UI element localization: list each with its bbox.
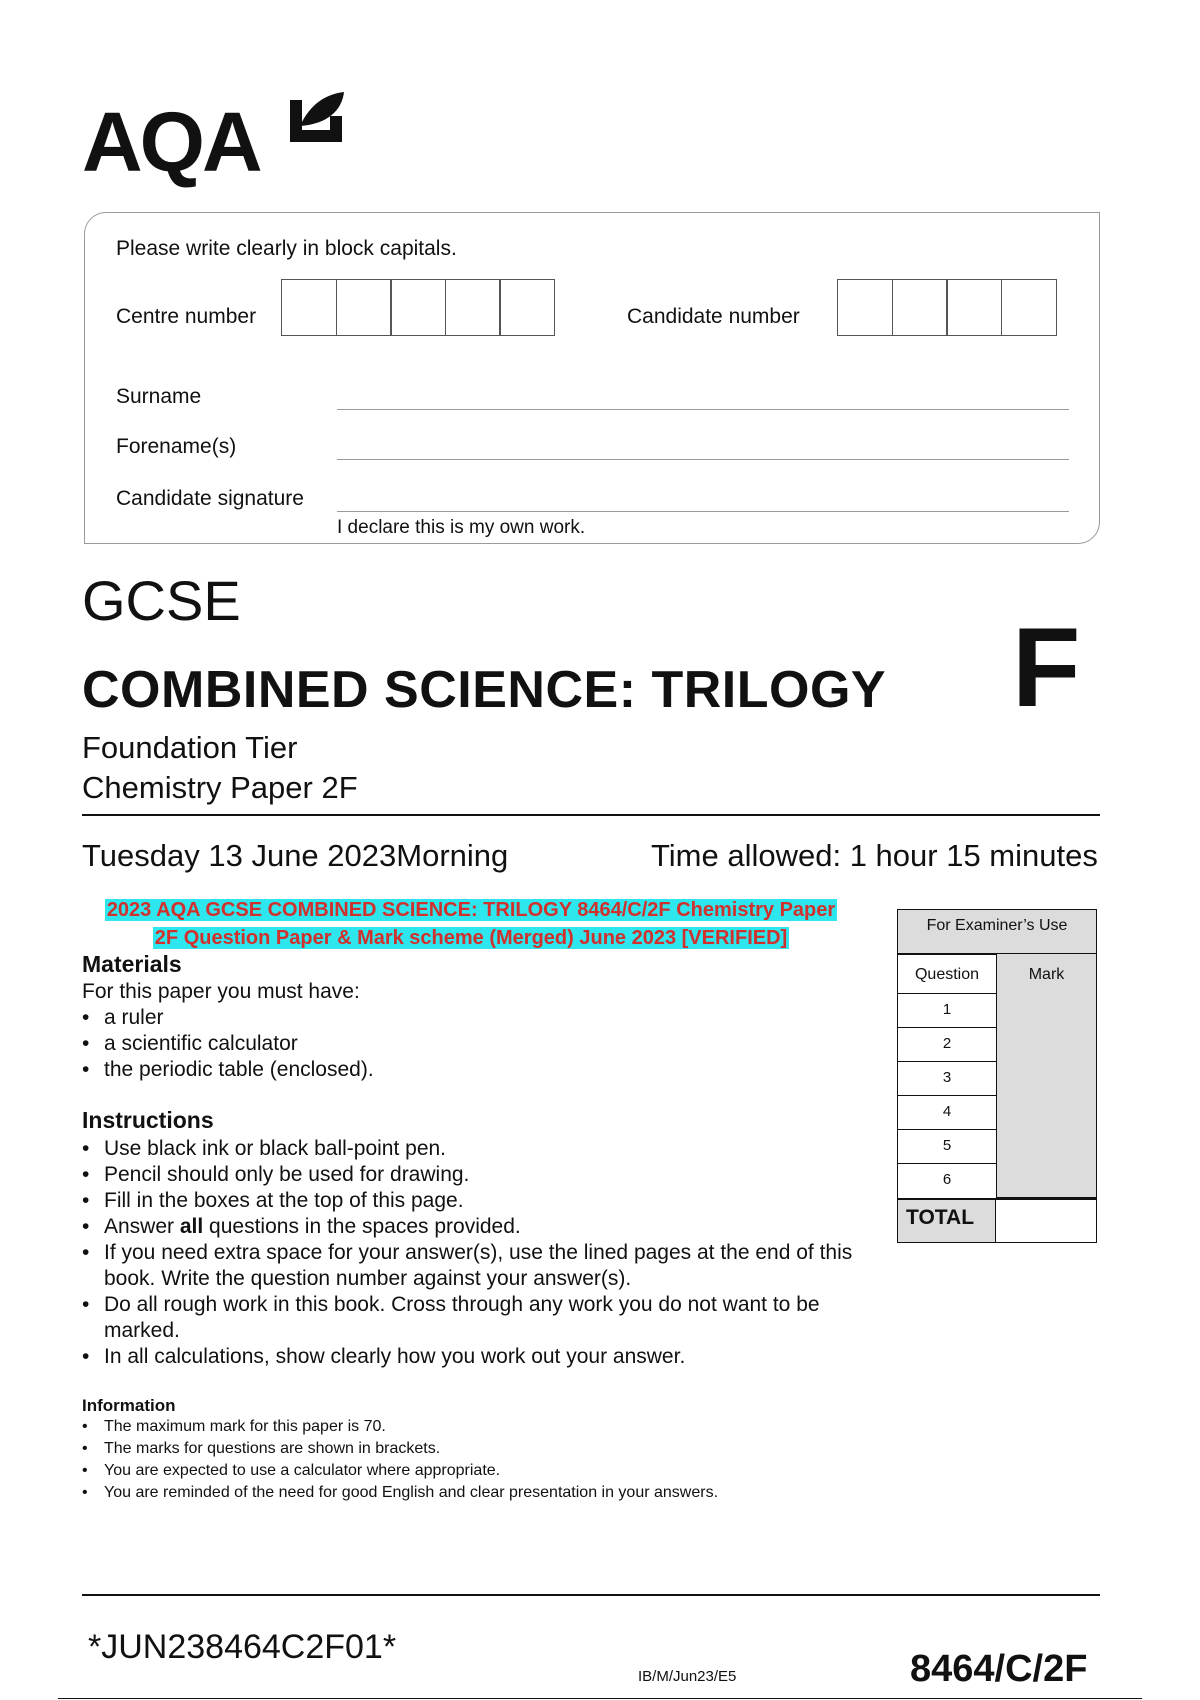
total-row [897,1198,1097,1243]
information-section [82,1396,902,1504]
signature-line[interactable] [337,511,1069,512]
list-item: • a ruler [82,1005,882,1031]
information-list [82,1416,902,1504]
forename-label: Forename(s) [116,435,237,458]
surname-line[interactable] [337,409,1069,410]
list-item: • a scientific calculator [82,1031,882,1057]
materials-section [82,951,882,1083]
list-item [82,1240,872,1292]
question-row: 2 [898,1028,996,1062]
examiner-table-body [897,954,1097,1198]
qualification-title: GCSE [82,569,241,632]
list-item [82,1136,872,1162]
aqa-logo [82,86,352,189]
surname-label: Surname [116,385,202,408]
highlight-banner [104,897,838,953]
question-row: 5 [898,1130,996,1164]
centre-digit-box[interactable] [499,279,555,336]
footer-divider [82,1594,1100,1596]
tier-text: Foundation Tier [82,730,298,765]
materials-list [82,1005,882,1083]
list-item: • The maximum mark for this paper is 70. [82,1416,902,1438]
materials-heading: Materials [82,951,182,977]
time-allowed: Time allowed: 1 hour 15 minutes [651,838,1098,873]
total-value-cell [996,1200,1096,1242]
candidate-digit-box[interactable] [946,279,1002,336]
banner-text: 2023 AQA GCSE COMBINED SCIENCE: TRILOGY 8464/C/2F Chemistry Paper 2F Question Paper & Mark scheme (Merged) June 2023 [VERIFIED] [106,899,836,949]
item-text: In all calculations, show clearly how you work out your answer. [104,1345,686,1368]
declaration-text: I declare this is my own work. [337,517,586,538]
item-text: questions in the spaces provided. [203,1215,521,1238]
centre-number-boxes [281,279,555,336]
instructions-heading: Instructions [82,1107,214,1133]
specification-code: 8464/C/2F [910,1648,1088,1690]
question-row: 3 [898,1062,996,1096]
item-text: Fill in the boxes at the top of this page. [104,1189,464,1212]
centre-digit-box[interactable] [336,279,392,336]
candidate-number-boxes [837,279,1057,336]
item-emphasis: all [179,1215,204,1238]
materials-intro: For this paper you must have: [82,980,360,1003]
list-item [82,1214,872,1240]
candidate-number-label: Candidate number [627,305,800,328]
question-row: 4 [898,1096,996,1130]
instructions-section [82,1107,872,1370]
title-divider [82,814,1100,816]
question-row: 1 [898,994,996,1028]
list-item [82,1344,872,1370]
signature-label: Candidate signature [116,487,304,510]
mark-header: Mark [1028,966,1065,983]
candidate-digit-box[interactable] [1001,279,1057,336]
centre-digit-box[interactable] [281,279,337,336]
item-text: Do all rough work in this book. Cross through any work you do not want to be marked. [104,1293,820,1342]
list-item: • the periodic table (enclosed). [82,1057,882,1083]
aqa-leaf-icon [286,90,348,146]
information-heading: Information [82,1396,176,1415]
logo-text: AQA [82,95,260,189]
reference-code: IB/M/Jun23/E5 [638,1668,737,1685]
mark-column [996,954,1096,1198]
barcode-text: *JUN238464C2F01* [88,1628,397,1666]
centre-number-label: Centre number [116,305,257,328]
subject-title: COMBINED SCIENCE: TRILOGY [82,661,887,719]
list-item [82,1188,872,1214]
item-text: Use black ink or black ball-point pen. [104,1137,447,1160]
list-item: • You are reminded of the need for good English and clear presentation in your answers. [82,1482,902,1504]
exam-date: Tuesday 13 June 2023Morning [82,838,509,873]
page-bottom-line [58,1698,1142,1699]
item-text: Answer [104,1215,180,1238]
list-item: • You are expected to use a calculator where appropriate. [82,1460,902,1482]
centre-digit-box[interactable] [445,279,501,336]
item-text: If you need extra space for your answer(s), use the lined pages at the end of this book. Write the question number against your answer(s). [104,1241,853,1290]
candidate-digit-box[interactable] [837,279,893,336]
forename-line[interactable] [337,459,1069,460]
item-text: Pencil should only be used for drawing. [104,1163,470,1186]
centre-digit-box[interactable] [390,279,446,336]
list-item: • The marks for questions are shown in brackets. [82,1438,902,1460]
tier-letter: F [1012,605,1081,730]
list-item [82,1162,872,1188]
total-label: TOTAL [898,1200,996,1242]
paper-text: Chemistry Paper 2F [82,770,358,805]
candidate-details-box [84,212,1100,544]
examiner-use-table [897,909,1097,1243]
instructions-list [82,1136,872,1370]
question-row: 6 [942,1171,952,1188]
list-item [82,1292,872,1344]
examiner-table-title: For Examiner’s Use [897,909,1097,954]
candidate-digit-box[interactable] [892,279,948,336]
block-capitals-instruction: Please write clearly in block capitals. [116,237,457,260]
question-header: Question [898,954,996,994]
